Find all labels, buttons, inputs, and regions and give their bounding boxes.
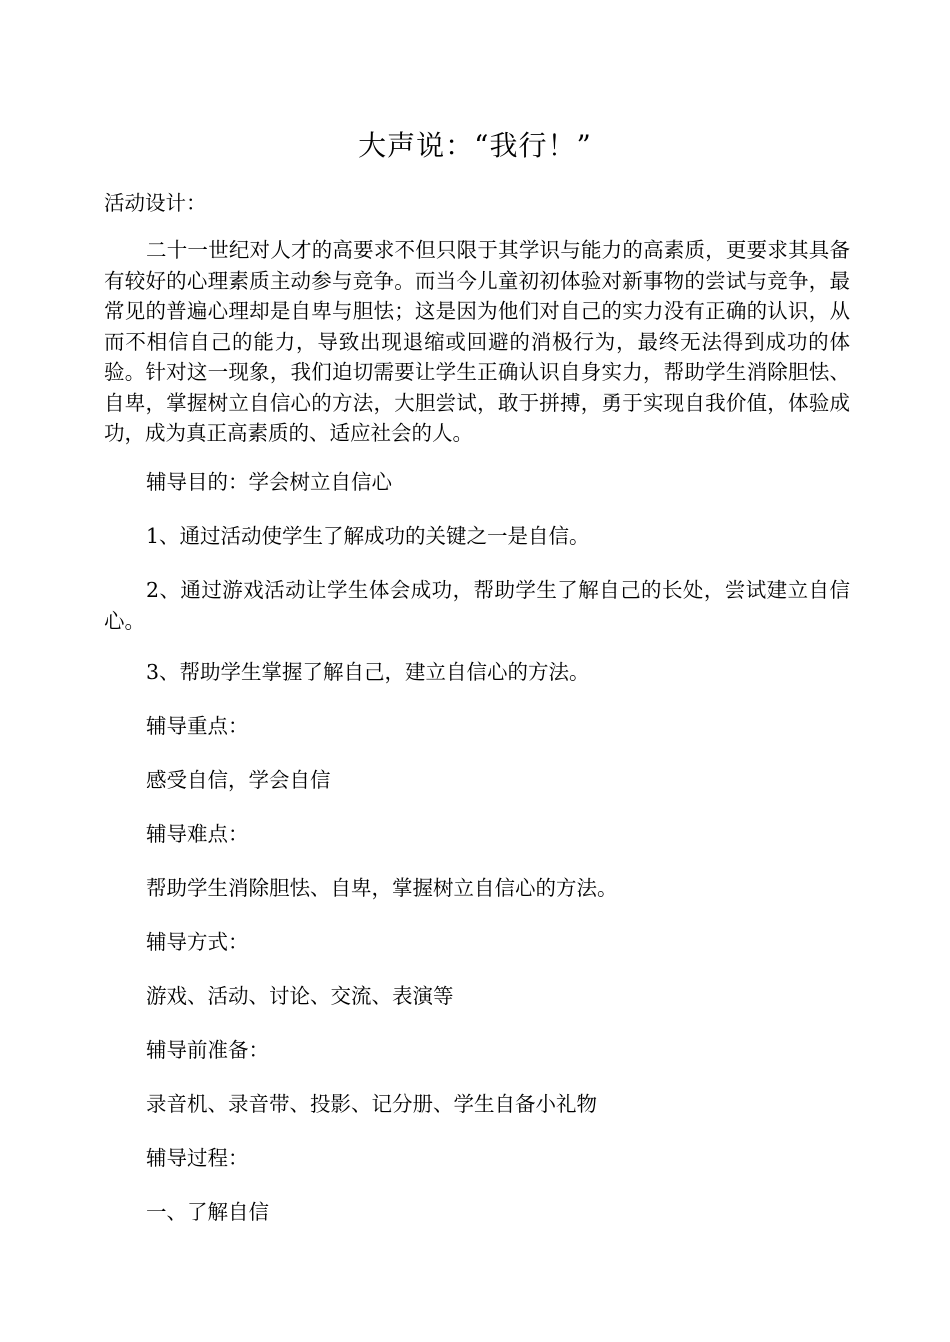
document-title: 大声说：“我行！” — [358, 129, 592, 162]
key-point-label: 辅导重点： — [146, 714, 249, 738]
method-text: 游戏、活动、讨论、交流、表演等 — [146, 984, 454, 1008]
prep-label: 辅导前准备： — [146, 1038, 269, 1062]
method-label: 辅导方式： — [146, 930, 249, 954]
goal-item-3: 3、帮助学生掌握了解自己，建立自信心的方法。 — [146, 660, 590, 684]
intro-paragraph: 二十一世纪对人才的高要求不但只限于其学识与能力的高素质，更要求其具备有较好的心理素质主动参与竞争。而当今儿童初初体验对新事物的尝试与竞争，最常见的普遍心理却是自卑与胆怯；这是因为他们对自己的实力没有正确的认识，从而不相信自己的能力，导致出现退缩或回避的消极行为，最终无法得到成功的体验。针对这一现象，我们迫切需要让学生正确认识自身实力，帮助学生消除胆怯、自卑，掌握树立自信心的方法，大胆尝试，敢于拼搏，勇于实现自我价值，体验成功，成为真正高素质的、适应社会的人。 — [104, 238, 850, 445]
difficulty-label: 辅导难点： — [146, 822, 249, 846]
goal-item-2: 2、通过游戏活动让学生体会成功，帮助学生了解自己的长处，尝试建立自信心。 — [104, 578, 850, 633]
process-label: 辅导过程： — [146, 1146, 249, 1170]
goal-item-1: 1、通过活动使学生了解成功的关键之一是自信。 — [146, 524, 590, 548]
section-label: 活动设计： — [104, 191, 207, 215]
goal-heading: 辅导目的：学会树立自信心 — [146, 470, 392, 494]
prep-text: 录音机、录音带、投影、记分册、学生自备小礼物 — [146, 1092, 597, 1116]
step-one-heading: 一、了解自信 — [146, 1200, 269, 1224]
difficulty-text: 帮助学生消除胆怯、自卑，掌握树立自信心的方法。 — [146, 876, 618, 900]
key-point-text: 感受自信，学会自信 — [146, 768, 331, 792]
